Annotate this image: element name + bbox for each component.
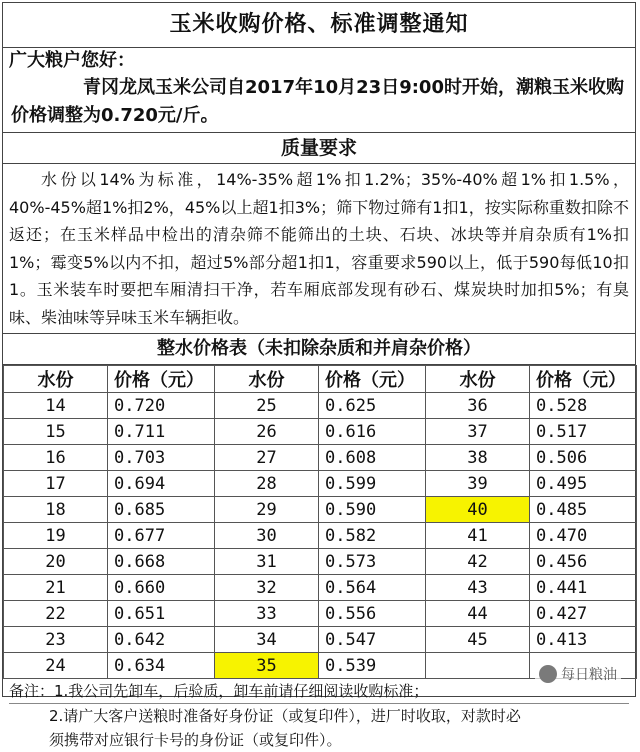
water-cell: 36	[426, 393, 530, 419]
price-cell: 0.547	[319, 627, 426, 653]
water-cell: 40	[426, 497, 530, 523]
water-cell: 23	[4, 627, 108, 653]
water-cell: 31	[215, 549, 319, 575]
water-cell: 14	[4, 393, 108, 419]
water-cell: 25	[215, 393, 319, 419]
price-cell: 0.413	[530, 627, 637, 653]
note-line-1: 备注：1.我公司先卸车，后验质，卸车前请仔细阅读收购标准；	[9, 679, 629, 704]
price-cell: 0.590	[319, 497, 426, 523]
water-cell: 19	[4, 523, 108, 549]
water-cell: 29	[215, 497, 319, 523]
page-title: 玉米收购价格、标准调整通知	[3, 3, 635, 48]
water-cell: 26	[215, 419, 319, 445]
water-cell: 42	[426, 549, 530, 575]
water-cell	[426, 653, 530, 679]
price-header: 价格（元）	[530, 366, 637, 393]
water-cell: 21	[4, 575, 108, 601]
table-row	[4, 523, 637, 549]
water-cell: 37	[426, 419, 530, 445]
table-row	[4, 419, 637, 445]
wechat-icon	[539, 665, 557, 683]
water-cell: 38	[426, 445, 530, 471]
price-cell: 0.634	[108, 653, 215, 679]
price-cell: 0.677	[108, 523, 215, 549]
water-cell: 30	[215, 523, 319, 549]
water-cell: 43	[426, 575, 530, 601]
water-cell: 18	[4, 497, 108, 523]
price-cell: 0.582	[319, 523, 426, 549]
table-row	[4, 549, 637, 575]
price-table-header	[4, 366, 637, 393]
water-cell: 44	[426, 601, 530, 627]
price-cell: 0.564	[319, 575, 426, 601]
price-cell: 0.556	[319, 601, 426, 627]
table-row	[4, 445, 637, 471]
price-header: 价格（元）	[319, 366, 426, 393]
water-cell: 39	[426, 471, 530, 497]
price-cell: 0.427	[530, 601, 637, 627]
price-cell: 0.660	[108, 575, 215, 601]
quality-title: 质量要求	[3, 133, 635, 164]
price-table-title: 整水价格表（未扣除杂质和并肩杂价格）	[3, 334, 635, 365]
price-notice: 青冈龙凤玉米公司自2017年10月23日9:00时开始，潮粮玉米收购价格调整为0.720元/斤。	[3, 74, 635, 133]
water-cell: 28	[215, 471, 319, 497]
price-cell: 0.625	[319, 393, 426, 419]
watermark-text: 每日粮油	[561, 667, 617, 683]
water-cell: 27	[215, 445, 319, 471]
water-cell: 15	[4, 419, 108, 445]
price-cell: 0.539	[319, 653, 426, 679]
price-cell: 0.694	[108, 471, 215, 497]
table-row	[4, 627, 637, 653]
price-cell: 0.573	[319, 549, 426, 575]
price-cell: 0.485	[530, 497, 637, 523]
notes	[3, 679, 635, 752]
price-cell: 0.720	[108, 393, 215, 419]
water-cell: 22	[4, 601, 108, 627]
note-line-2: 2.请广大客户送粮时准备好身份证（或复印件），进厂时收取，对款时必	[49, 707, 521, 725]
table-row	[4, 393, 637, 419]
table-row	[4, 601, 637, 627]
price-cell: 0.456	[530, 549, 637, 575]
price-cell: 0.599	[319, 471, 426, 497]
price-cell: 0.528	[530, 393, 637, 419]
price-cell: 0.711	[108, 419, 215, 445]
table-row	[4, 575, 637, 601]
price-table	[3, 365, 637, 679]
water-cell: 17	[4, 471, 108, 497]
note-line-3: 须携带对应银行卡号的身份证（或复印件）。	[49, 731, 342, 749]
watermark	[535, 664, 621, 684]
water-cell: 32	[215, 575, 319, 601]
water-header: 水份	[426, 366, 530, 393]
price-cell: 0.495	[530, 471, 637, 497]
table-row	[4, 471, 637, 497]
water-cell: 45	[426, 627, 530, 653]
water-cell: 33	[215, 601, 319, 627]
table-row	[4, 497, 637, 523]
price-cell: 0.685	[108, 497, 215, 523]
price-cell: 0.703	[108, 445, 215, 471]
price-cell: 0.608	[319, 445, 426, 471]
water-header: 水份	[215, 366, 319, 393]
quality-requirements: 水份以14%为标准，14%-35%超1%扣1.2%；35%-40%超1%扣1.5%，40%-45%超1%扣2%，45%以上超1扣3%；筛下物过筛有1扣1，按实际称重数扣除不返还；在玉米样品中检出的清杂筛不能筛出的土块、石块、冰块等并肩杂质有1%扣1%；霉变5%以内不扣，超过5%部分超1扣1，容重要求590以上，低于590每低10扣1。玉米装车时要把车厢清扫干净，若车厢底部发现有砂石、煤炭块时加扣5%；有臭味、柴油味等异味玉米车辆拒收。	[3, 164, 635, 334]
price-header: 价格（元）	[108, 366, 215, 393]
price-cell: 0.616	[319, 419, 426, 445]
notice-sheet	[2, 2, 636, 749]
greeting: 广大粮户您好：	[9, 50, 135, 71]
price-cell: 0.506	[530, 445, 637, 471]
water-cell: 35	[215, 653, 319, 679]
water-cell: 20	[4, 549, 108, 575]
water-cell: 24	[4, 653, 108, 679]
price-cell: 0.470	[530, 523, 637, 549]
water-cell: 34	[215, 627, 319, 653]
price-cell: 0.668	[108, 549, 215, 575]
price-cell: 0.441	[530, 575, 637, 601]
water-header: 水份	[4, 366, 108, 393]
water-cell: 16	[4, 445, 108, 471]
price-cell: 0.651	[108, 601, 215, 627]
price-cell: 0.517	[530, 419, 637, 445]
water-cell: 41	[426, 523, 530, 549]
price-cell: 0.642	[108, 627, 215, 653]
